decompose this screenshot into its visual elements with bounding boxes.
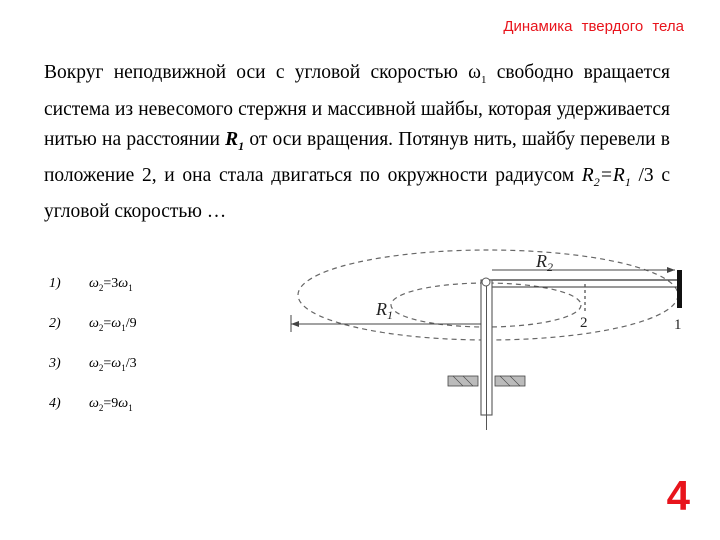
- answer-option-3[interactable]: 3) $\omega_2=\omega_1/3$: [49, 356, 137, 373]
- answer-number: 1): [49, 276, 61, 291]
- answer-number: 3): [49, 356, 61, 371]
- page-number: 4: [666, 472, 690, 519]
- bearing-right: [495, 376, 525, 386]
- puck-position-1: [677, 270, 682, 308]
- answer-number: 2): [49, 316, 61, 331]
- problem-statement: Вокруг неподвижной оси с угловой скоростью $\omega_1$ свободно вращается система из невесомого стержня и массивной шайбы, которая удерживается нитью на расстоянии $R_1$ от оси вращения. Потянув нить, шайбу перевели в положение 2, и она стала двигаться по окружности радиусом $R_2=R_1$ /3 с угловой скоростью …: [44, 62, 671, 222]
- answer-option-2[interactable]: 2) $\omega_2=\omega_1/9$: [49, 316, 137, 333]
- physics-diagram: [288, 240, 698, 440]
- answer-option-4[interactable]: 4) $\omega_2=9\omega_1$: [49, 396, 133, 413]
- position-2-label: 2: [580, 315, 588, 331]
- answer-number: 4): [49, 396, 61, 411]
- pulley: [482, 278, 490, 286]
- position-1-label: 1: [674, 317, 682, 333]
- r2-label: $R_2$: [536, 251, 553, 274]
- answer-option-1[interactable]: 1) $\omega_2=3\omega_1$: [49, 276, 133, 293]
- r1-label: $R_1$: [376, 299, 393, 322]
- bearing-left: [448, 376, 478, 386]
- topic-title: Динамика твердого тела: [503, 18, 684, 35]
- answer-options: [49, 276, 249, 436]
